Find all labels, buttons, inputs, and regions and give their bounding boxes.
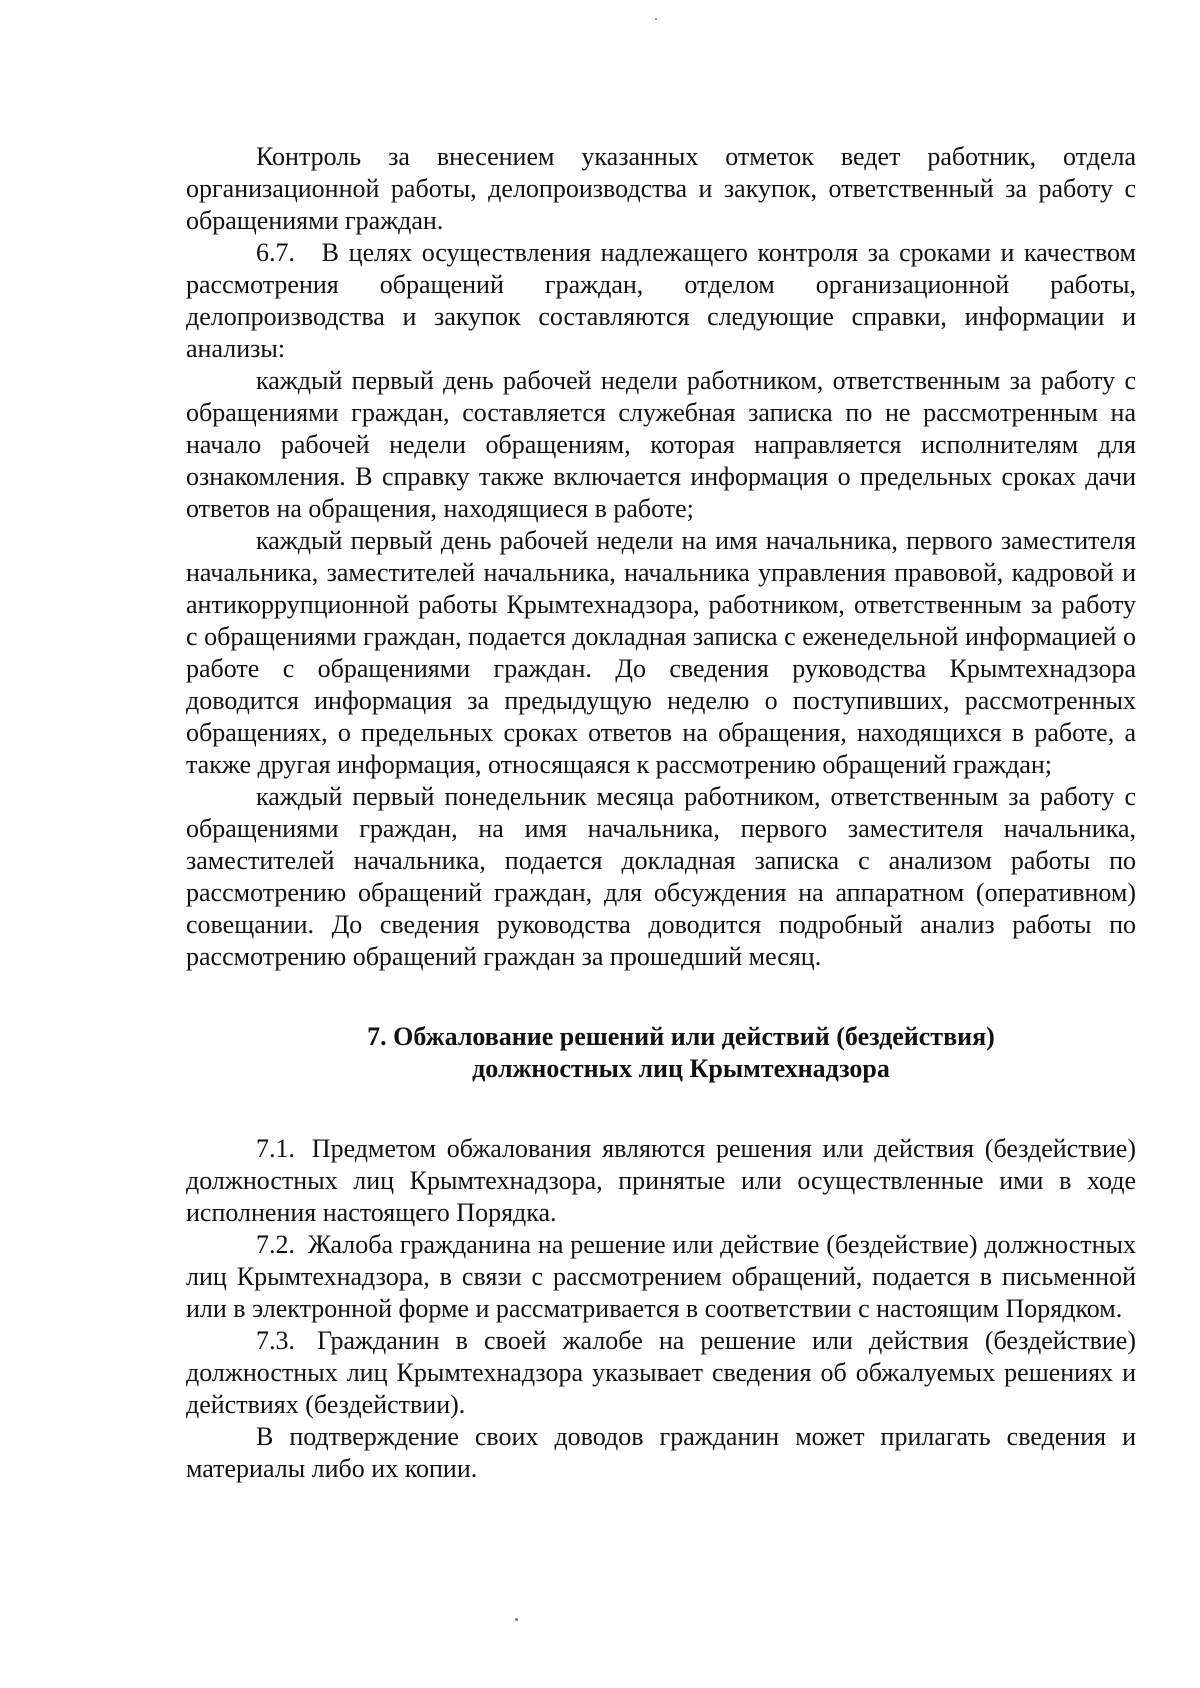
- paragraph-text: каждый первый день рабочей недели работником, ответственным за работу с обращениями граждан, составляется служебная записка по не рассмотренным на начало рабочей недели обращениям, которая направляется исполнителям для ознакомления. В справку также включается информация о предельных сроках дачи ответов на обращения, находящиеся в работе;: [186, 366, 1136, 523]
- paragraph-weekly-report: [186, 525, 1136, 781]
- scan-speck: [515, 1618, 518, 1621]
- paragraph-number: 7.2.: [256, 1230, 295, 1259]
- paragraph-text: каждый первый понедельник месяца работником, ответственным за работу с обращениями граждан, на имя начальника, первого заместителя начальника, заместителей начальника, подается докладная записка с анализом работы по рассмотрению обращений граждан, для обсуждения на аппаратном (оперативном) совещании. До сведения руководства доводится подробный анализ работы по рассмотрению обращений граждан за прошедший месяц.: [186, 782, 1136, 971]
- section-title: [186, 1021, 1136, 1085]
- spacer: [186, 1085, 1136, 1133]
- paragraph-text: Контроль за внесением указанных отметок ведет работник, отдела организационной работы, делопроизводства и закупок, ответственный за работу с обращениями граждан.: [186, 142, 1136, 235]
- paragraph-number: 6.7.: [256, 238, 295, 267]
- paragraph-weekly-memo: [186, 365, 1136, 525]
- paragraph-7-1: [186, 1133, 1136, 1229]
- paragraph-7-3: [186, 1325, 1136, 1421]
- paragraph-text: Гражданин в своей жалобе на решение или действия (бездействие) должностных лиц Крымтехнадзора указывает сведения об обжалуемых решениях и действиях (бездействии).: [186, 1326, 1136, 1419]
- spacer: [186, 973, 1136, 1021]
- paragraph-control: [186, 141, 1136, 237]
- paragraph-number: 7.3.: [256, 1326, 295, 1355]
- section-title-line-1: 7. Обжалование решений или действий (бездействия): [367, 1022, 995, 1051]
- paragraph-monthly-report: [186, 781, 1136, 973]
- paragraph-text: В подтверждение своих доводов гражданин может прилагать сведения и материалы либо их копии.: [186, 1422, 1136, 1483]
- paragraph-text: Жалоба гражданина на решение или действие (бездействие) должностных лиц Крымтехнадзора, в связи с рассмотрением обращений, подается в письменной или в электронной форме и рассматривается в соответствии с настоящим Порядком.: [186, 1230, 1136, 1323]
- paragraph-text: Предметом обжалования являются решения или действия (бездействие) должностных лиц Крымтехнадзора, принятые или осуществленные ими в ходе исполнения настоящего Порядка.: [186, 1134, 1136, 1227]
- paragraph-evidence: [186, 1421, 1136, 1485]
- paragraph-text: В целях осуществления надлежащего контроля за сроками и качеством рассмотрения обращений граждан, отделом организационной работы, делопроизводства и закупок составляются следующие справки, информации и анализы:: [186, 238, 1137, 363]
- paragraph-7-2: [186, 1229, 1136, 1325]
- paragraph-6-7: [186, 237, 1136, 365]
- paragraph-text: каждый первый день рабочей недели на имя начальника, первого заместителя начальника, заместителей начальника, начальника управления правовой, кадровой и антикоррупционной работы Крымтехнадзора, работником, ответственным за работу с обращениями граждан, подается докладная записка с еженедельной информацией о работе с обращениями граждан. До сведения руководства Крымтехнадзора доводится информация за предыдущую неделю о поступивших, рассмотренных обращениях, о предельных сроках ответов на обращения, находящихся в работе, а также другая информация, относящаяся к рассмотрению обращений граждан;: [186, 526, 1136, 779]
- section-title-line-2: должностных лиц Крымтехнадзора: [472, 1054, 890, 1083]
- paragraph-number: 7.1.: [256, 1134, 295, 1163]
- document-body: [186, 141, 1136, 1485]
- scan-speck: [655, 18, 657, 20]
